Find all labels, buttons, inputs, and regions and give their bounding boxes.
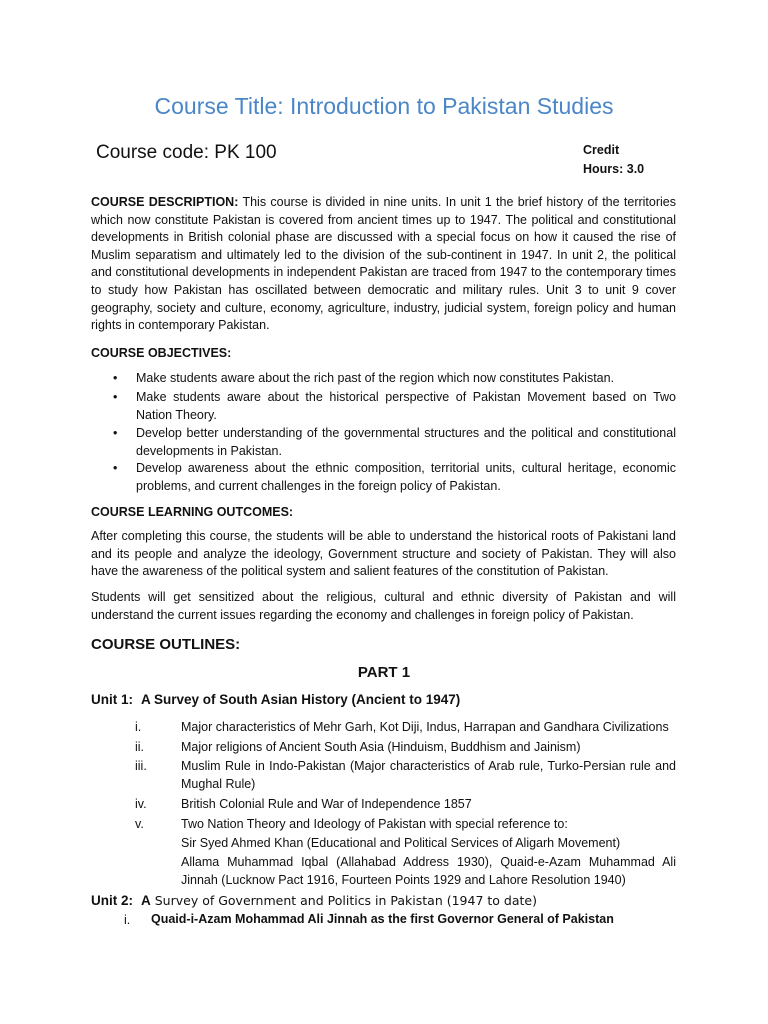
list-item: British Colonial Rule and War of Independence 1857 [181, 797, 472, 811]
unit-2-title: Survey of Government and Politics in Pakistan (1947 to date) [154, 893, 537, 908]
unit-2-label: Unit 2: [91, 893, 133, 908]
credit-hours-value: Hours: 3.0 [583, 162, 645, 176]
list-item: Major religions of Ancient South Asia (Hinduism, Buddhism and Jainism) [181, 740, 581, 754]
part-heading: PART 1 [357, 664, 411, 681]
outlines-heading: COURSE OUTLINES: [91, 636, 241, 653]
list-item: Major characteristics of Mehr Garh, Kot Diji, Indus, Harrapan and Gandhara Civilizations [181, 720, 669, 734]
course-title: Course Title: Introduction to Pakistan Studies [154, 93, 614, 119]
outcomes-paragraph: After completing this course, the students will be able to understand the historical roots of Pakistani land and its people and analyze the ideology, Government structure and society of Pakistan. They will also have the awareness of the political system and salient features of the constitution of Pakistan. [91, 529, 676, 579]
objectives-heading: COURSE OBJECTIVES: [91, 346, 232, 360]
list-subitem: Allama Muhammad Iqbal (Allahabad Address 1930), Quaid-e-Azam Muhammad Ali Jinnah (Lucknow Pact 1916, Fourteen Points 1929 and Lahore Resolution 1940) [181, 855, 676, 887]
list-number: iii. [135, 759, 147, 773]
list-number: v. [135, 817, 144, 831]
objective-item: Make students aware about the historical perspective of Pakistan Movement based on Two Nation Theory. [136, 390, 676, 422]
course-description-label: COURSE DESCRIPTION: [91, 195, 239, 209]
list-number: i. [135, 720, 142, 734]
list-subitem: Sir Syed Ahmed Khan (Educational and Political Services of Aligarh Movement) [181, 836, 621, 850]
objective-item: Develop better understanding of the governmental structures and the political and constitutional developments in Pakistan. [136, 426, 676, 458]
bullet-icon: • [113, 371, 118, 385]
list-number: ii. [135, 740, 145, 754]
bullet-icon: • [113, 390, 118, 404]
objective-item: Develop awareness about the ethnic composition, territorial units, cultural heritage, economic problems, and current challenges in the foreign policy of Pakistan. [136, 461, 676, 493]
credit-hours [583, 141, 644, 179]
course-code: Course code: PK 100 [96, 142, 277, 163]
outcomes-paragraph: Students will get sensitized about the religious, cultural and ethnic diversity of Pakistan and will understand the current issues regarding the economy and challenges in foreign policy of Pakistan. [91, 590, 676, 622]
bullet-icon: • [113, 426, 118, 440]
unit-1-label: Unit 1: [91, 692, 133, 707]
list-item: Muslim Rule in Indo-Pakistan (Major characteristics of Arab rule, Turko-Persian rule and Mughal Rule) [181, 759, 676, 791]
course-description [91, 194, 676, 335]
list-number: iv. [135, 797, 147, 811]
outcomes-heading: COURSE LEARNING OUTCOMES: [91, 505, 294, 519]
unit-1-heading [91, 692, 460, 707]
unit-1-title: A Survey of South Asian History (Ancient to 1947) [141, 692, 461, 707]
objective-item: Make students aware about the rich past of the region which now constitutes Pakistan. [136, 371, 615, 385]
list-number: i. [124, 913, 131, 927]
unit-2-heading [91, 893, 537, 908]
credit-label: Credit [583, 143, 620, 157]
course-description-text: This course is divided in nine units. In unit 1 the brief history of the territories which now constitute Pakistan is covered from ancient times up to 1947. The political and constitutional developments in British colonial phase are discussed with a special focus on how it caused the rise of Muslim separatism and ultimately led to the division of the sub-continent in 1947. In unit 2, the political and constitutional developments in independent Pakistan are traced from 1947 to the contemporary times to study how Pakistan has oscillated between democratic and military rules. Unit 3 to unit 9 cover geography, society and culture, economy, agriculture, industry, judicial system, foreign policy and human rights in contemporary Pakistan. [91, 195, 676, 333]
list-item: Two Nation Theory and Ideology of Pakistan with special reference to: [181, 817, 568, 831]
unit-2-first-word: A [141, 893, 151, 908]
list-item: Quaid-i-Azam Mohammad Ali Jinnah as the first Governor General of Pakistan [151, 912, 614, 926]
bullet-icon: • [113, 461, 118, 475]
